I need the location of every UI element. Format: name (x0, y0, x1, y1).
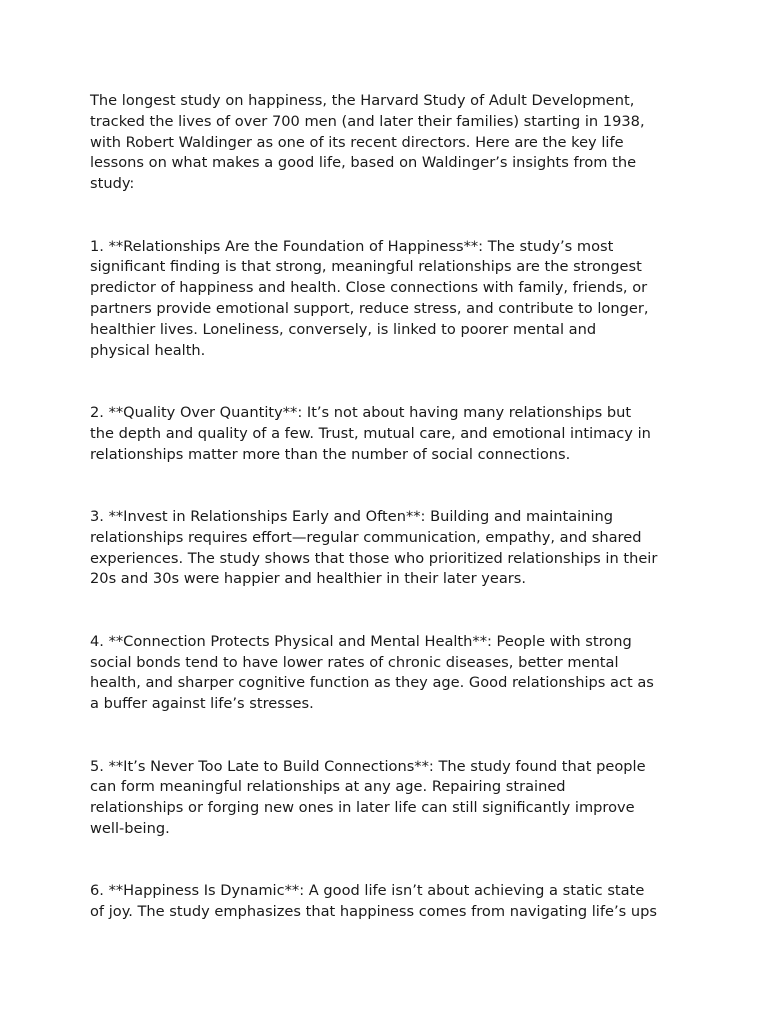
text-line: The longest study on happiness, the Harvard Study of Adult Development, (90, 92, 635, 109)
text-line: relationships or forging new ones in later life can still significantly improve (90, 799, 635, 817)
text-line: relationships requires effort—regular communication, empathy, and shared (90, 528, 642, 546)
text-line: relationships matter more than the number of social connections. (90, 445, 571, 463)
text-line: the depth and quality of a few. Trust, mutual care, and emotional intimacy in (90, 424, 651, 442)
text-line: lessons on what makes a good life, based on Waldinger’s insights from the (90, 154, 637, 172)
lesson-paragraph-6 (90, 881, 690, 923)
text-line: 5. **It’s Never Too Late to Build Connections**: The study found that people (90, 757, 646, 775)
lesson-paragraph-4 (90, 632, 690, 715)
text-line: healthier lives. Loneliness, conversely, is linked to poorer mental and (90, 320, 597, 338)
text-line: predictor of happiness and health. Close connections with family, friends, or (90, 279, 648, 297)
text-line: partners provide emotional support, reduce stress, and contribute to longer, (90, 299, 649, 317)
text-line: significant finding is that strong, meaningful relationships are the strongest (90, 258, 642, 276)
text-line: can form meaningful relationships at any age. Repairing strained (90, 778, 566, 796)
text-line: social bonds tend to have lower rates of chronic diseases, better mental (90, 653, 619, 671)
text-line: with Robert Waldinger as one of its recent directors. Here are the key life (90, 133, 624, 151)
text-line: study: (90, 175, 135, 193)
document-body (90, 91, 690, 964)
lesson-paragraph-1 (90, 237, 690, 362)
text-line: 4. **Connection Protects Physical and Mental Health**: People with strong (90, 632, 632, 650)
text-line: 2. **Quality Over Quantity**: It’s not about having many relationships but (90, 403, 632, 421)
lesson-paragraph-2 (90, 403, 690, 465)
text-line: 1. **Relationships Are the Foundation of Happiness**: The study’s most (90, 237, 614, 255)
intro-paragraph (90, 91, 690, 195)
text-line: physical health. (90, 341, 206, 359)
lesson-paragraph-3 (90, 507, 690, 590)
lesson-paragraph-5 (90, 757, 690, 840)
text-line: experiences. The study shows that those who prioritized relationships in their (90, 549, 658, 567)
text-line: 3. **Invest in Relationships Early and Often**: Building and maintaining (90, 507, 614, 525)
text-line: a buffer against life’s stresses. (90, 695, 314, 713)
text-line: well-being. (90, 819, 170, 837)
text-line: 20s and 30s were happier and healthier in their later years. (90, 570, 527, 588)
text-line: of joy. The study emphasizes that happiness comes from navigating life’s ups (90, 903, 657, 921)
text-line: tracked the lives of over 700 men (and later their families) starting in 1938, (90, 112, 645, 130)
text-line: 6. **Happiness Is Dynamic**: A good life isn’t about achieving a static state (90, 882, 645, 900)
text-line: health, and sharper cognitive function as they age. Good relationships act as (90, 674, 654, 692)
